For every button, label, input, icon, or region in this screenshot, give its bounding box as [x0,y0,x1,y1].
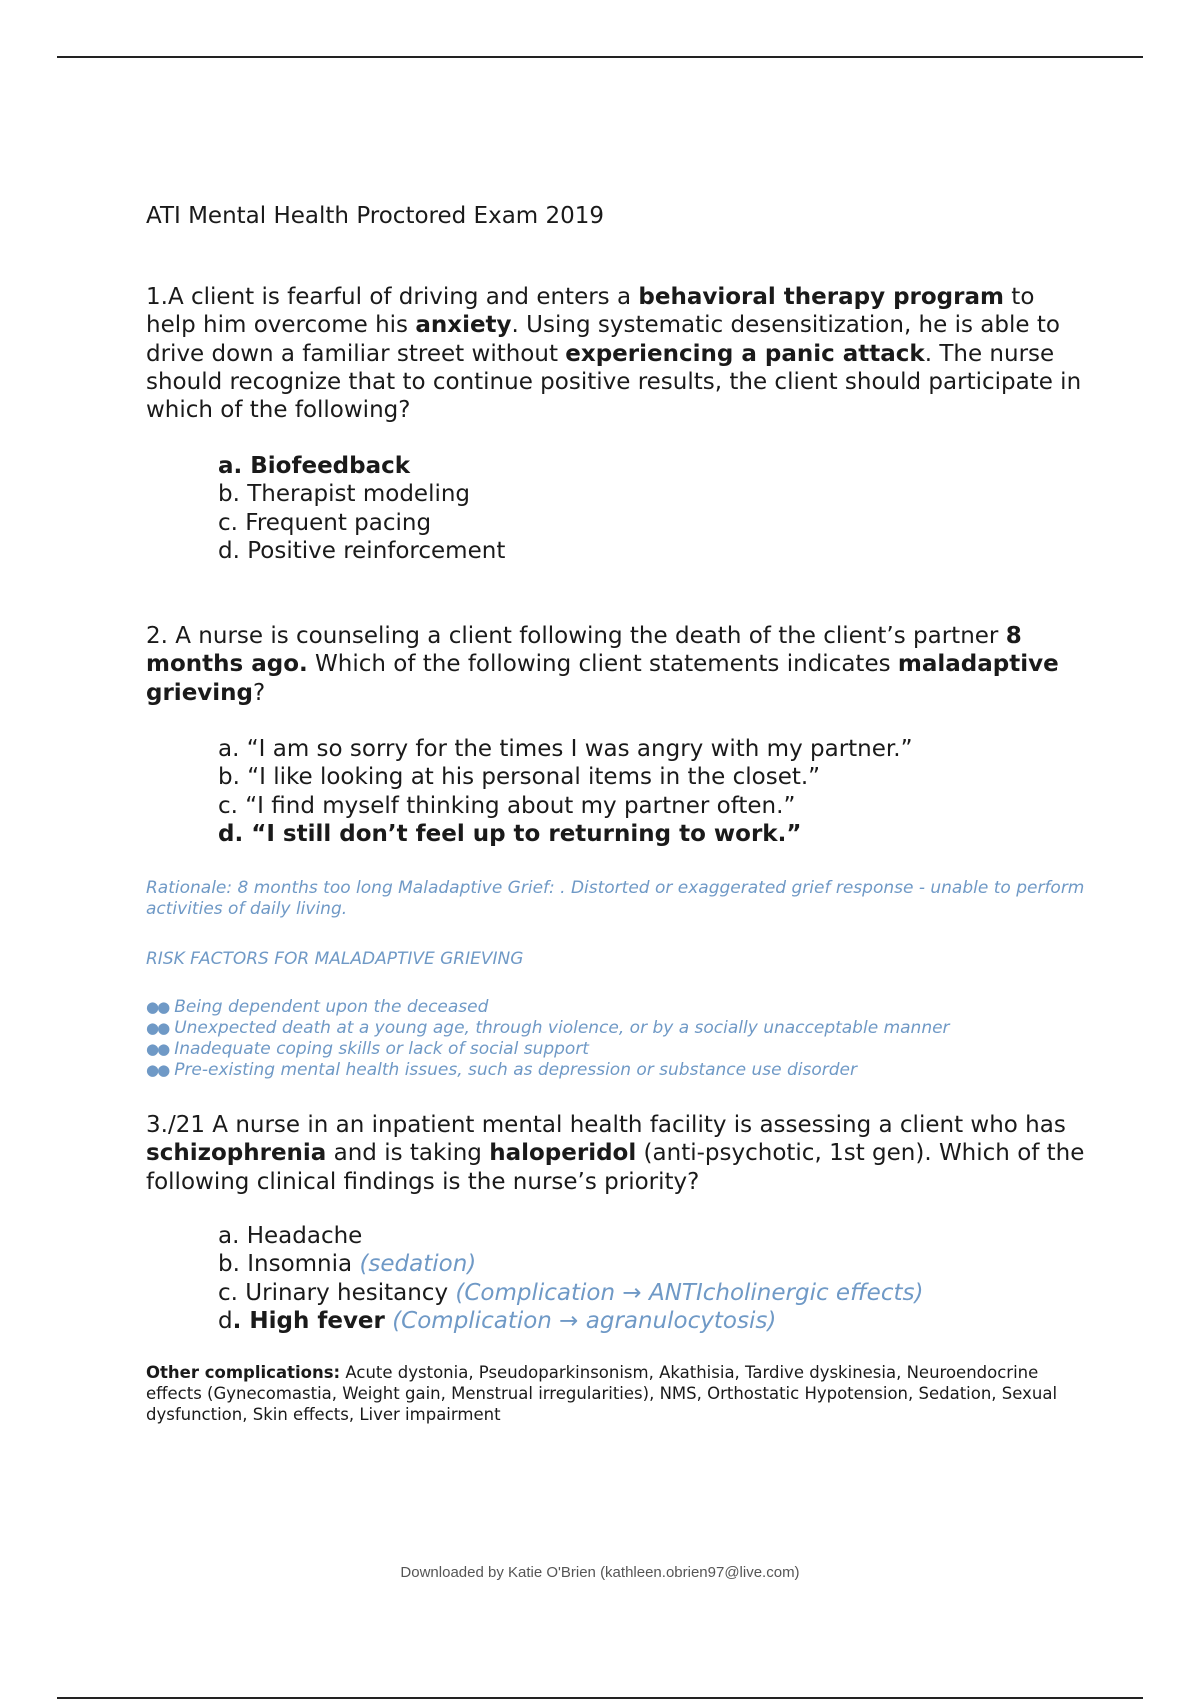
risk-factor-text: Unexpected death at a young age, through violence, or by a socially unacceptable manner [174,1018,950,1038]
q2-option-c: c. “I find myself thinking about my partner often.” [218,792,796,819]
option-text: Insomnia [247,1251,353,1278]
q1-text-3: . Using systematic desensitization, he is able to drive down a familiar street without [146,312,1060,367]
q2-bold-1: 8 months ago. [146,623,1022,678]
option-prefix: a. [218,1223,247,1249]
bullet-dots-icon: ●● [146,1061,169,1079]
question-3-options [218,1222,1078,1335]
q2-text-2: Which of the following client statements indicates [307,651,898,678]
q1-bold-1: behavioral therapy program [638,284,1004,310]
q1-bold-3: experiencing a panic attack [565,340,925,367]
bottom-rule [57,1697,1143,1699]
risk-factor-text: Inadequate coping skills or lack of social support [174,1039,589,1059]
option-prefix: b. [218,1251,248,1278]
other-complications [146,1362,1086,1425]
q3-text-3: (anti-psychotic, 1st gen). Which of the following clinical findings is the nurse’s priority? [146,1140,1085,1195]
q1-text-1: 1.A client is fearful of driving and enters a [146,284,639,310]
question-3-stem [146,1111,1086,1196]
q2-option-a: a. “I am so sorry for the times I was angry with my partner.” [218,736,913,762]
q3-bold-1: schizophrenia [146,1140,327,1167]
q3-text-1: 3./21 A nurse in an inpatient mental health facility is assessing a client who has [146,1112,1066,1138]
q1-option-b: b. Therapist modeling [218,481,471,508]
option-prefix: c. [218,1279,246,1306]
bullet-dots-icon: ●● [146,1040,169,1058]
risk-factor-item [146,997,1086,1018]
q1-text-4: . The nurse should recognize that to continue positive results, the client should participate in which of the following? [146,340,1082,424]
option-text: . High fever [232,1307,385,1334]
option-text: Headache [246,1223,363,1249]
risk-factor-item [146,1060,1086,1081]
q3-option-c [218,1279,1078,1307]
q3-bold-2: haloperidol [489,1140,637,1167]
q2-option-b: b. “I like looking at his personal items in the closet.” [218,764,821,791]
q2-option-d: d. “I still don’t feel up to returning to work.” [218,820,802,847]
q1-option-a: a. Biofeedback [218,453,411,479]
q3-text-2: and is taking [326,1140,490,1167]
risk-factors-heading: RISK FACTORS FOR MALADAPTIVE GRIEVING [146,949,524,969]
q2-text-3: ? [253,679,266,706]
download-footer: Downloaded by Katie O'Brien (kathleen.obrien97@live.com) [400,1564,800,1581]
q3-option-a [218,1222,1078,1250]
q1-bold-2: anxiety [415,312,512,339]
option-note: (Complication → agranulocytosis) [392,1307,777,1334]
bullet-dots-icon: ●● [146,998,169,1016]
question-1-options [218,452,1078,565]
q3-option-d [218,1307,1078,1335]
q3-option-b [218,1250,1078,1278]
other-complications-text: Acute dystonia, Pseudoparkinsonism, Akathisia, Tardive dyskinesia, Neuroendocrine effects (Gynecomastia, Weight gain, Menstrual irregularities), NMS, Orthostatic Hypotension, Sedation, Sexual dysfunction, Skin effects, Liver impairment [146,1363,1058,1424]
question-2-options [218,735,1078,848]
q2-rationale: Rationale: 8 months too long Maladaptive Grief: . Distorted or exaggerated grief response - unable to perform activities of daily living. [146,878,1085,919]
option-note: (Complication → ANTIcholinergic effects) [455,1279,924,1306]
other-complications-label: Other complications: [146,1363,341,1382]
question-1-stem [146,283,1086,424]
risk-factor-item [146,1039,1086,1060]
risk-factor-text: Pre-existing mental health issues, such as depression or substance use disorder [174,1060,858,1080]
q1-option-d: d. Positive reinforcement [218,537,506,564]
q2-bold-2: maladaptive grieving [146,651,1059,706]
bullet-dots-icon: ●● [146,1019,169,1037]
risk-factors-list [146,997,1086,1081]
document-title: ATI Mental Health Proctored Exam 2019 [146,203,605,229]
option-text: Urinary hesitancy [245,1279,449,1306]
q1-option-c: c. Frequent pacing [218,509,432,536]
q1-text-2: to help him overcome his [146,284,1035,339]
option-note: (sedation) [359,1251,477,1278]
risk-factor-text: Being dependent upon the deceased [174,997,489,1017]
q2-text-1: 2. A nurse is counseling a client following the death of the client’s partner [146,623,1006,649]
risk-factor-item [146,1018,1086,1039]
top-rule [57,56,1143,58]
option-prefix: d [218,1307,233,1334]
question-2-stem [146,622,1086,707]
